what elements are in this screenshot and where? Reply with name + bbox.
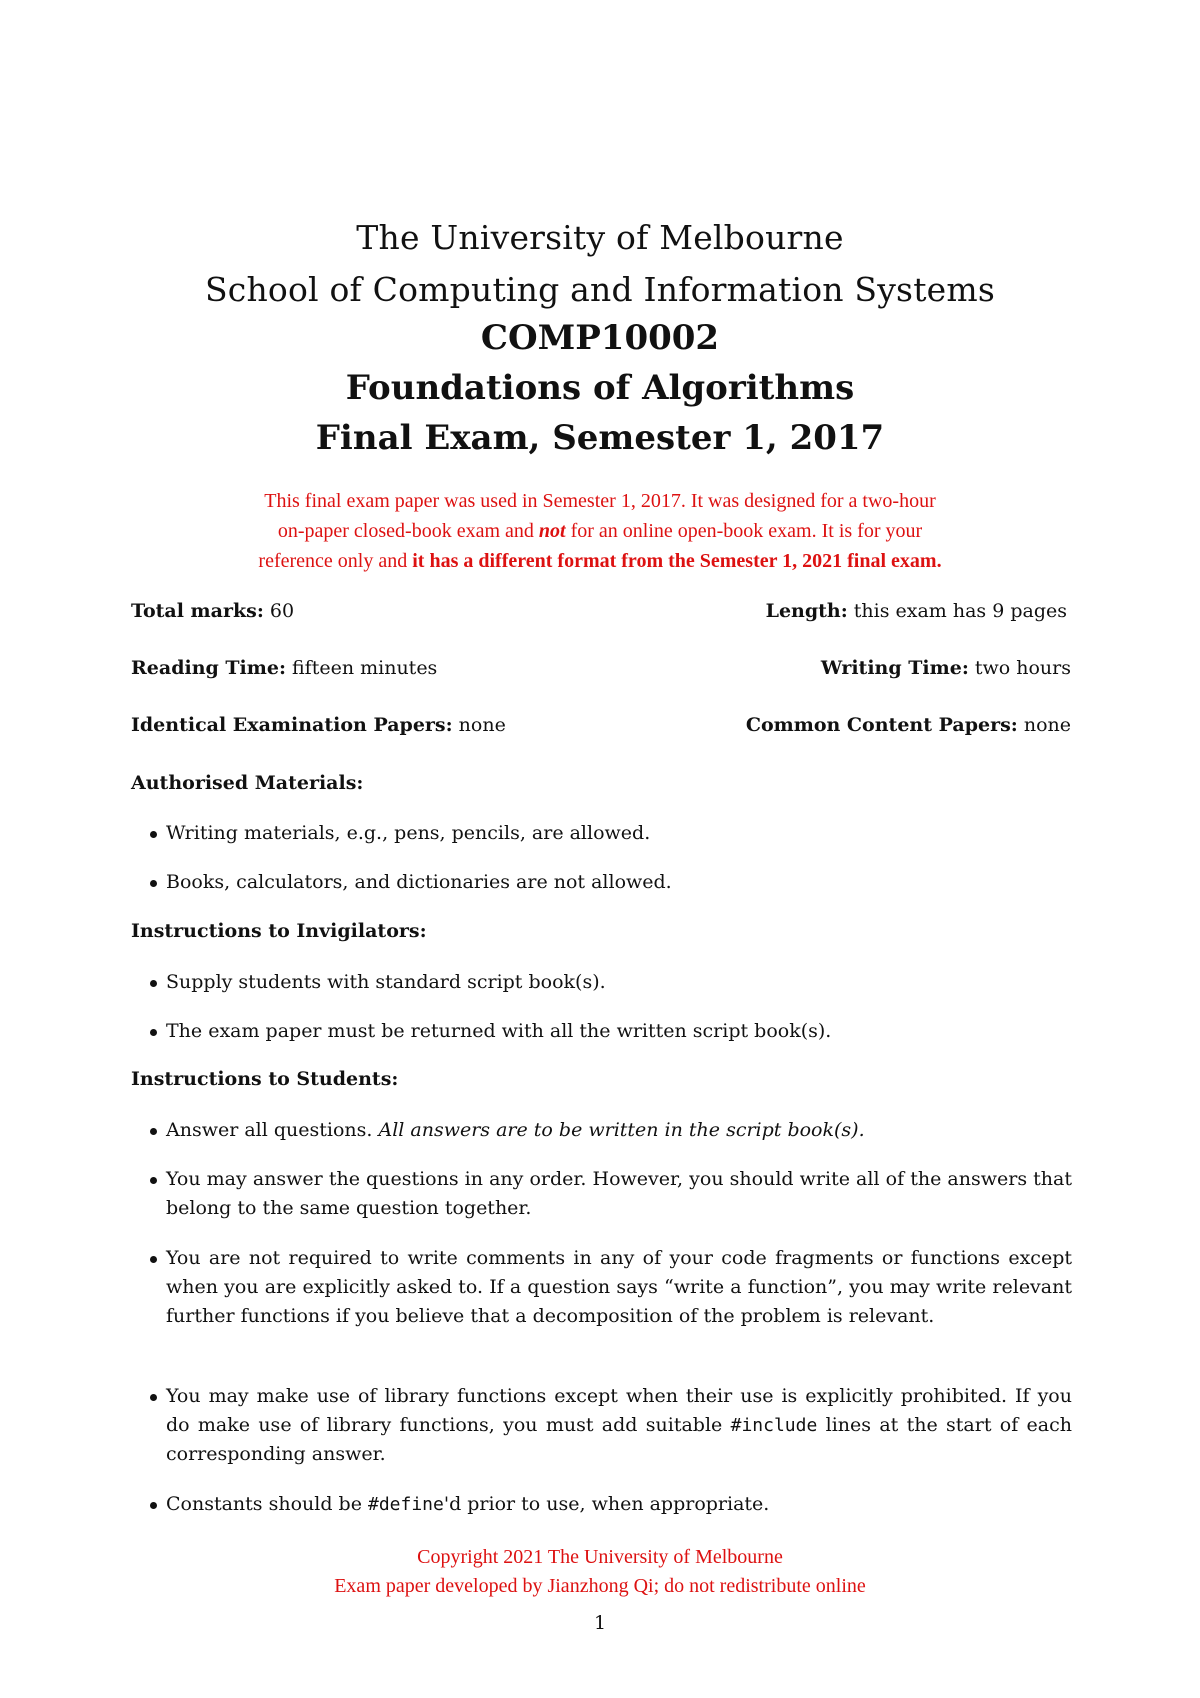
school-title: School of Computing and Information Systems xyxy=(204,270,996,309)
copyright: Copyright 2021 The University of Melbourne xyxy=(417,1546,783,1568)
exam-notice xyxy=(0,486,1200,576)
bullet-icon xyxy=(150,880,157,887)
bullet-icon xyxy=(150,980,157,987)
list-item: The exam paper must be returned with all the written script book(s). xyxy=(166,1017,1072,1046)
bullet-icon xyxy=(150,831,157,838)
notice-line-2: on-paper closed-book exam and not for an online open-book exam. It is for your xyxy=(277,520,923,542)
notice-format-warning: it has a different format from the Semester 1, 2021 final exam. xyxy=(412,550,942,572)
list-item: Answer all questions. All answers are to be written in the script book(s). xyxy=(166,1116,1072,1145)
writing-time: Writing Time: two hours xyxy=(820,657,1071,679)
list-item: You may answer the questions in any order. However, you should write all of the answers that belong to the same question together. xyxy=(166,1165,1072,1223)
reading-time: Reading Time: fifteen minutes xyxy=(131,657,438,679)
bullet-icon xyxy=(150,1128,157,1135)
total-marks: Total marks: 60 xyxy=(131,600,295,622)
notice-emphasis: not xyxy=(538,520,566,542)
invigilators-heading: Instructions to Invigilators: xyxy=(131,920,427,942)
students-heading: Instructions to Students: xyxy=(131,1068,399,1090)
page-number: 1 xyxy=(593,1612,607,1634)
bullet-icon xyxy=(150,1029,157,1036)
common-content-papers: Common Content Papers: none xyxy=(745,714,1071,736)
list-item: You are not required to write comments in any of your code fragments or functions except when you are explicitly asked to. If a question says “write a function”, you may write relevant further functions if you believe that a decomposition of the problem is relevant. xyxy=(166,1244,1072,1331)
include-code: #include xyxy=(730,1415,818,1436)
bullet-icon xyxy=(150,1394,157,1401)
course-code: COMP10002 xyxy=(480,318,720,358)
course-title: Foundations of Algorithms xyxy=(345,368,855,408)
exam-title: Final Exam, Semester 1, 2017 xyxy=(315,418,885,458)
bullet-icon xyxy=(150,1256,157,1263)
list-item: Books, calculators, and dictionaries are not allowed. xyxy=(166,868,1072,897)
notice-line-1: This final exam paper was used in Semester 1, 2017. It was designed for a two-hour xyxy=(264,490,936,512)
developer-credit: Exam paper developed by Jianzhong Qi; do not redistribute online xyxy=(334,1575,866,1597)
university-title: The University of Melbourne xyxy=(356,218,844,257)
exam-length: Length: this exam has 9 pages xyxy=(765,600,1067,622)
identical-papers: Identical Examination Papers: none xyxy=(131,714,506,736)
list-item: Constants should be #define'd prior to use, when appropriate. xyxy=(166,1490,1072,1519)
list-item: Supply students with standard script book(s). xyxy=(166,968,1072,997)
bullet-icon xyxy=(150,1502,157,1509)
list-item: You may make use of library functions except when their use is explicitly prohibited. If you do make use of library functions, you must add suitable #include lines at the start of each corresponding answer. xyxy=(166,1382,1072,1469)
notice-line-3: reference only and it has a different format from the Semester 1, 2021 final exam. xyxy=(258,550,942,572)
list-item: Writing materials, e.g., pens, pencils, are allowed. xyxy=(166,819,1072,848)
bullet-icon xyxy=(150,1177,157,1184)
footer-notice xyxy=(0,1543,1200,1601)
authorised-materials-heading: Authorised Materials: xyxy=(131,772,364,794)
define-code: #define xyxy=(367,1494,444,1515)
script-book-instruction: All answers are to be written in the script book(s). xyxy=(378,1119,865,1141)
